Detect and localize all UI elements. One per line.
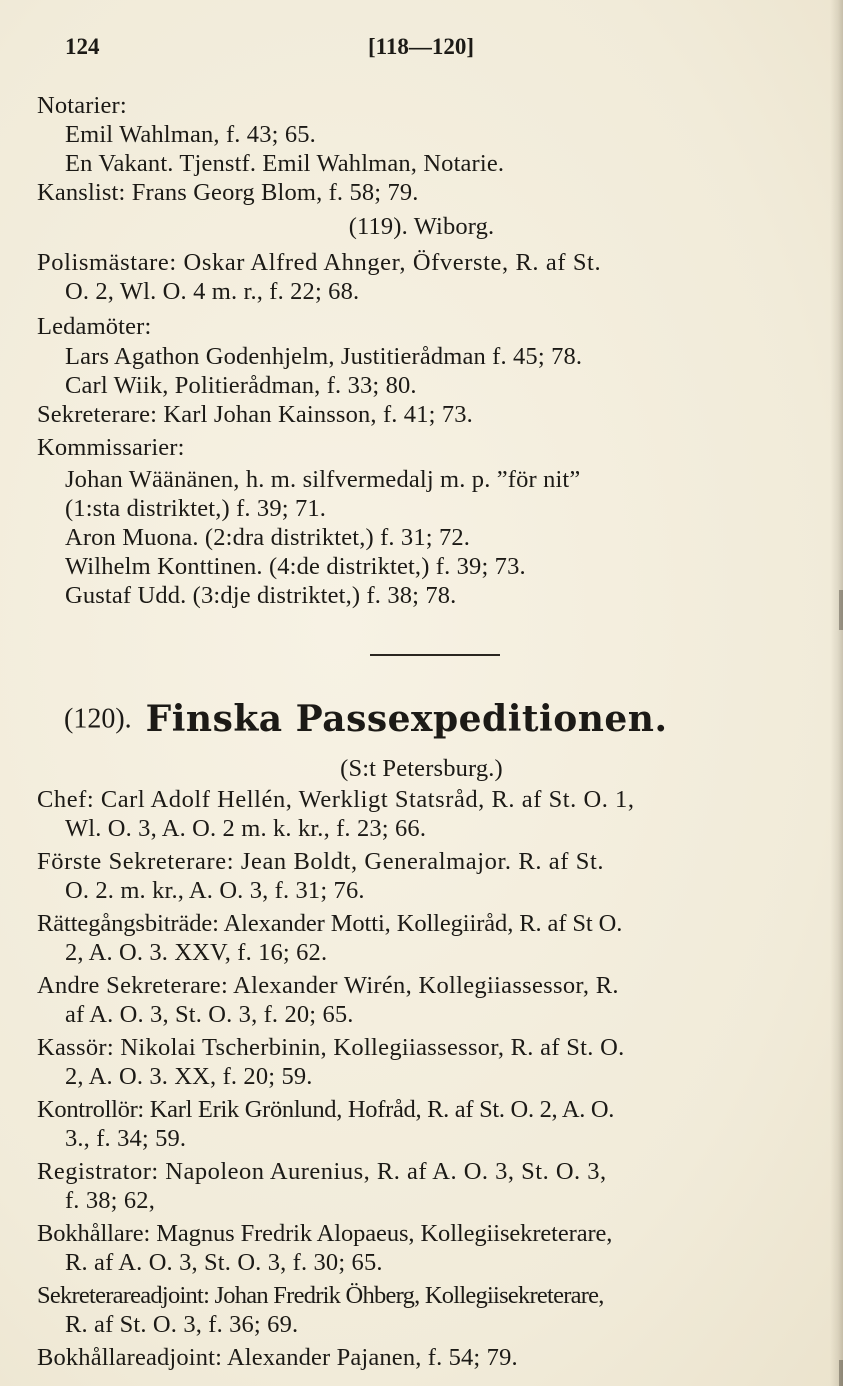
entry-line: Chef: Carl Adolf Hellén, Werkligt Statsråd, R. af St. O. 1, — [37, 786, 635, 813]
text-line: Wilhelm Konttinen. (4:de distriktet,) f. 39; 73. — [65, 553, 526, 580]
section-title-text: Finska Passexpeditionen. — [145, 698, 668, 741]
text-line: Aron Muona. (2:dra distriktet,) f. 31; 72. — [65, 524, 471, 551]
text-line: Carl Wiik, Politierådman, f. 33; 80. — [65, 372, 417, 399]
subsection-heading-wiborg: (119). Wiborg. — [348, 213, 495, 240]
text-line: O. 2, Wl. O. 4 m. r., f. 22; 68. — [65, 278, 360, 305]
entry-line: f. 38; 62, — [65, 1187, 155, 1214]
text-line: Gustaf Udd. (3:dje distriktet,) f. 38; 78. — [65, 582, 457, 609]
section-title — [64, 697, 668, 741]
entry-line: Andre Sekreterare: Alexander Wirén, Kollegiiassessor, R. — [37, 972, 619, 999]
page-range-header: [118—120] — [368, 34, 475, 59]
entry-line: Sekreterareadjoint: Johan Fredrik Öhberg, Kollegiisekreterare, — [37, 1282, 604, 1309]
entry-line: 2, A. O. 3. XXV, f. 16; 62. — [65, 939, 328, 966]
entry-line: Bokhållareadjoint: Alexander Pajanen, f. 54; 79. — [37, 1344, 518, 1371]
text-line: En Vakant. Tjenstf. Emil Wahlman, Notarie. — [65, 150, 505, 177]
text-line: (1:sta distriktet,) f. 39; 71. — [65, 495, 327, 522]
entry-line: Kassör: Nikolai Tscherbinin, Kollegiiassessor, R. af St. O. — [37, 1034, 625, 1061]
entry-line: R. af St. O. 3, f. 36; 69. — [65, 1311, 299, 1338]
entry-line: O. 2. m. kr., A. O. 3, f. 31; 76. — [65, 877, 365, 904]
entry-line: Rättegångsbiträde: Alexander Motti, Kollegiiråd, R. af St O. — [37, 910, 623, 937]
text-line: Kanslist: Frans Georg Blom, f. 58; 79. — [37, 179, 419, 206]
text-line: Emil Wahlman, f. 43; 65. — [65, 121, 316, 148]
page-edge-mark — [839, 590, 843, 630]
entry-line: 2, A. O. 3. XX, f. 20; 59. — [65, 1063, 313, 1090]
entry-line: Wl. O. 3, A. O. 2 m. k. kr., f. 23; 66. — [65, 815, 427, 842]
entry-line: R. af A. O. 3, St. O. 3, f. 30; 65. — [65, 1249, 383, 1276]
entry-line: Registrator: Napoleon Aurenius, R. af A. O. 3, St. O. 3, — [37, 1158, 607, 1185]
text-line: Polismästare: Oskar Alfred Ahnger, Öfverste, R. af St. — [37, 249, 602, 276]
entry-line: Förste Sekreterare: Jean Boldt, Generalmajor. R. af St. — [37, 848, 605, 875]
text-line: Sekreterare: Karl Johan Kainsson, f. 41; 73. — [37, 401, 473, 428]
entry-line: Kontrollör: Karl Erik Grönlund, Hofråd, R. af St. O. 2, A. O. — [37, 1096, 615, 1123]
text-line: Johan Wäänänen, h. m. silfvermedalj m. p. ”för nit” — [65, 466, 581, 493]
heading-notarier: Notarier: — [37, 92, 127, 119]
entry-line: 3., f. 34; 59. — [65, 1125, 187, 1152]
section-divider — [370, 654, 500, 656]
page-edge-mark — [839, 1360, 843, 1386]
heading-kommissarier: Kommissarier: — [37, 434, 185, 461]
entry-line: af A. O. 3, St. O. 3, f. 20; 65. — [65, 1001, 354, 1028]
section-number: (120). — [64, 703, 132, 735]
text-line: Lars Agathon Godenhjelm, Justitierådman f. 45; 78. — [65, 343, 583, 370]
entry-line: Bokhållare: Magnus Fredrik Alopaeus, Kollegiisekreterare, — [37, 1220, 613, 1247]
heading-ledamoter: Ledamöter: — [37, 313, 152, 340]
section-subtitle: (S:t Petersburg.) — [340, 755, 503, 782]
page-number: 124 — [65, 34, 100, 59]
